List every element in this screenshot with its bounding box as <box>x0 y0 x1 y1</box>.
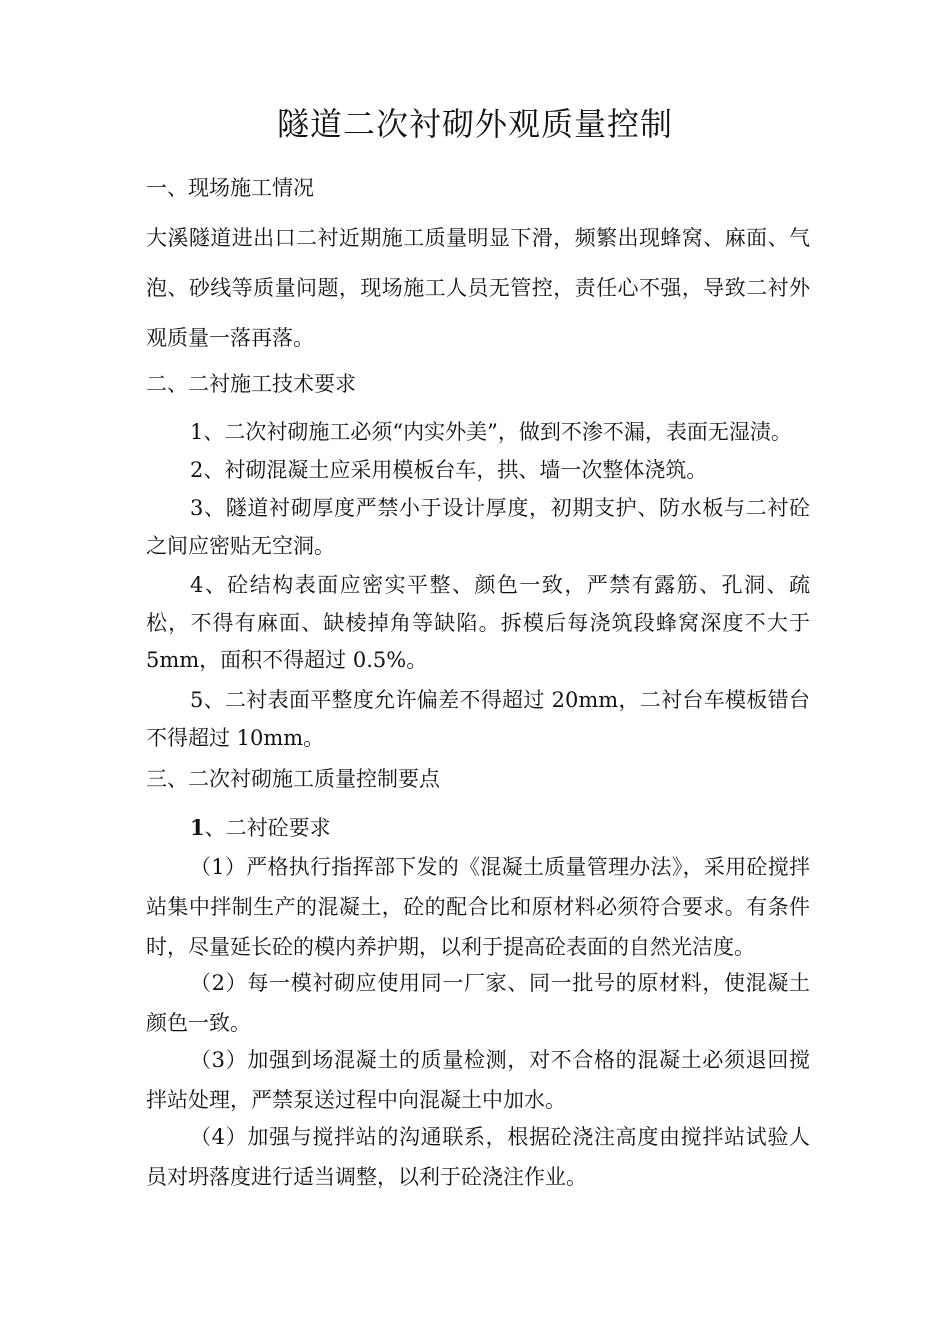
section-heading-technical-requirements: 二、二衬施工技术要求 <box>146 372 356 396</box>
control-item-2: （2）每一模衬砌应使用同一厂家、同一批号的原材料，使混凝土颜色一致。 <box>146 971 810 1035</box>
section-heading-site-conditions: 一、现场施工情况 <box>146 176 314 200</box>
requirement-item-1: 1、二次衬砌施工必须“内实外美”，做到不渗不漏，表面无湿渍。 <box>190 420 792 444</box>
subsection-number: 1 <box>190 815 205 840</box>
document-title: 隧道二次衬砌外观质量控制 <box>276 105 673 143</box>
subsection-title: 、二衬砼要求 <box>204 816 331 840</box>
control-item-1: （1）严格执行指挥部下发的《混凝土质量管理办法》，采用砼搅拌站集中拌制生产的混凝土，砼的配合比和原材料必须符合要求。有条件时，尽量延长砼的模内养护期，以利于提高砼表面的自然光洁度。 <box>146 855 810 959</box>
section-heading-quality-control: 三、二次衬砌施工质量控制要点 <box>146 767 440 791</box>
requirement-item-3: 3、隧道衬砌厚度严禁小于设计厚度，初期支护、防水板与二衬砼之间应密贴无空洞。 <box>146 496 810 558</box>
control-item-4: （4）加强与搅拌站的沟通联系，根据砼浇注高度由搅拌站试验人员对坍落度进行适当调整，以利于砼浇注作业。 <box>146 1125 810 1189</box>
subsection-heading-concrete <box>146 808 810 848</box>
requirement-item-2: 2、衬砌混凝土应采用模板台车，拱、墙一次整体浇筑。 <box>190 458 708 482</box>
control-item-3: （3）加强到场混凝土的质量检测，对不合格的混凝土必须退回搅拌站处理，严禁泵送过程中向混凝土中加水。 <box>146 1048 810 1112</box>
requirement-item-4: 4、砼结构表面应密实平整、颜色一致，严禁有露筋、孔洞、疏松，不得有麻面、缺棱掉角等缺陷。拆模后每浇筑段蜂窝深度不大于5mm，面积不得超过 0.5%。 <box>146 573 810 672</box>
site-conditions-paragraph: 大溪隧道进出口二衬近期施工质量明显下滑，频繁出现蜂窝、麻面、气泡、砂线等质量问题，现场施工人员无管控，责任心不强，导致二衬外观质量一落再落。 <box>146 226 810 350</box>
requirement-item-5: 5、二衬表面平整度允许偏差不得超过 20mm，二衬台车模板错台不得超过 10mm。 <box>146 688 810 750</box>
